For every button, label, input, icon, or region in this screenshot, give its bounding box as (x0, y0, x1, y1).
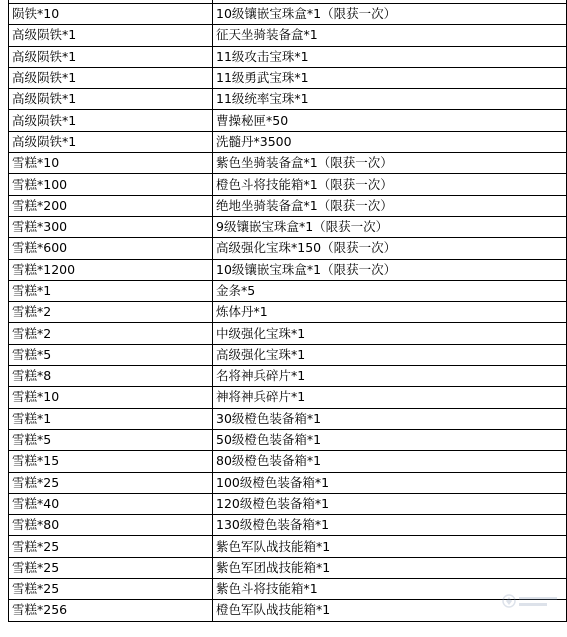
reward-cell: 洗髓丹*3500 (213, 131, 567, 152)
table-row (9, 429, 567, 450)
requirement-cell: 雪糕*25 (9, 579, 213, 600)
requirement-cell: 雪糕*15 (9, 451, 213, 472)
requirement-cell: 雪糕*2 (9, 323, 213, 344)
table-row (9, 259, 567, 280)
requirement-cell: 雪糕*600 (9, 238, 213, 259)
table-row (9, 536, 567, 557)
requirement-cell: 雪糕*256 (9, 600, 213, 621)
reward-cell: 紫色军团战技能箱*1 (213, 557, 567, 578)
requirement-cell: 高级陨铁*1 (9, 46, 213, 67)
requirement-cell: 雪糕*200 (9, 195, 213, 216)
exchange-table-container (8, 0, 558, 622)
requirement-cell: 雪糕*8 (9, 366, 213, 387)
requirement-cell: 雪糕*80 (9, 515, 213, 536)
table-row (9, 46, 567, 67)
reward-cell: 11级统率宝珠*1 (213, 89, 567, 110)
exchange-table-body (9, 0, 567, 621)
requirement-cell: 高级陨铁*1 (9, 67, 213, 88)
table-row (9, 600, 567, 621)
requirement-cell: 高级陨铁*1 (9, 25, 213, 46)
reward-cell: 绝地坐骑装备盒*1（限获一次） (213, 195, 567, 216)
table-row (9, 302, 567, 323)
requirement-cell: 雪糕*300 (9, 216, 213, 237)
reward-cell: 橙色斗将技能箱*1（限获一次） (213, 174, 567, 195)
reward-cell: 征天坐骑装备盒*1 (213, 25, 567, 46)
table-row (9, 493, 567, 514)
requirement-cell: 高级陨铁*1 (9, 89, 213, 110)
reward-cell: 高级强化宝珠*150（限获一次） (213, 238, 567, 259)
reward-cell: 30级橙色装备箱*1 (213, 408, 567, 429)
reward-cell: 名将神兵碎片*1 (213, 366, 567, 387)
requirement-cell: 高级陨铁*1 (9, 131, 213, 152)
reward-cell: 80级橙色装备箱*1 (213, 451, 567, 472)
reward-cell: 炼体丹*1 (213, 302, 567, 323)
requirement-cell: 雪糕*25 (9, 536, 213, 557)
table-row (9, 216, 567, 237)
reward-cell: 11级攻击宝珠*1 (213, 46, 567, 67)
table-row (9, 323, 567, 344)
requirement-cell: 雪糕*5 (9, 429, 213, 450)
reward-cell: 10级镶嵌宝珠盒*1（限获一次） (213, 259, 567, 280)
requirement-cell: 雪糕*25 (9, 472, 213, 493)
table-row (9, 195, 567, 216)
requirement-cell: 高级陨铁*1 (9, 110, 213, 131)
reward-cell: 橙色军队战技能箱*1 (213, 600, 567, 621)
table-row (9, 238, 567, 259)
reward-cell: 紫色坐骑装备盒*1（限获一次） (213, 153, 567, 174)
table-row (9, 67, 567, 88)
reward-cell: 曹操秘匣*50 (213, 110, 567, 131)
table-row (9, 579, 567, 600)
requirement-cell: 雪糕*25 (9, 557, 213, 578)
reward-cell: 50级橙色装备箱*1 (213, 429, 567, 450)
table-row (9, 280, 567, 301)
table-row (9, 366, 567, 387)
reward-cell: 中级强化宝珠*1 (213, 323, 567, 344)
table-row (9, 4, 567, 25)
reward-cell: 10级镶嵌宝珠盒*1（限获一次） (213, 4, 567, 25)
requirement-cell: 雪糕*10 (9, 153, 213, 174)
requirement-cell: 雪糕*10 (9, 387, 213, 408)
table-row (9, 408, 567, 429)
requirement-cell: 雪糕*40 (9, 493, 213, 514)
requirement-cell: 雪糕*1200 (9, 259, 213, 280)
reward-cell: 紫色军队战技能箱*1 (213, 536, 567, 557)
reward-cell: 神将神兵碎片*1 (213, 387, 567, 408)
table-row (9, 451, 567, 472)
requirement-cell: 雪糕*5 (9, 344, 213, 365)
reward-cell: 120级橙色装备箱*1 (213, 493, 567, 514)
table-row (9, 344, 567, 365)
requirement-cell: 雪糕*1 (9, 408, 213, 429)
watermark-logo (501, 591, 561, 611)
reward-cell: 11级勇武宝珠*1 (213, 67, 567, 88)
requirement-cell: 雪糕*1 (9, 280, 213, 301)
table-row (9, 515, 567, 536)
table-row (9, 174, 567, 195)
reward-cell: 130级橙色装备箱*1 (213, 515, 567, 536)
reward-cell: 金条*5 (213, 280, 567, 301)
table-row (9, 110, 567, 131)
reward-cell: 高级强化宝珠*1 (213, 344, 567, 365)
table-row (9, 153, 567, 174)
table-row (9, 472, 567, 493)
requirement-cell: 雪糕*100 (9, 174, 213, 195)
table-row (9, 89, 567, 110)
exchange-table (8, 0, 567, 622)
table-row (9, 131, 567, 152)
table-row (9, 387, 567, 408)
reward-cell: 100级橙色装备箱*1 (213, 472, 567, 493)
reward-cell: 紫色斗将技能箱*1 (213, 579, 567, 600)
requirement-cell: 陨铁*10 (9, 4, 213, 25)
reward-cell: 9级镶嵌宝珠盒*1（限获一次） (213, 216, 567, 237)
requirement-cell: 雪糕*2 (9, 302, 213, 323)
table-row (9, 25, 567, 46)
table-row (9, 557, 567, 578)
